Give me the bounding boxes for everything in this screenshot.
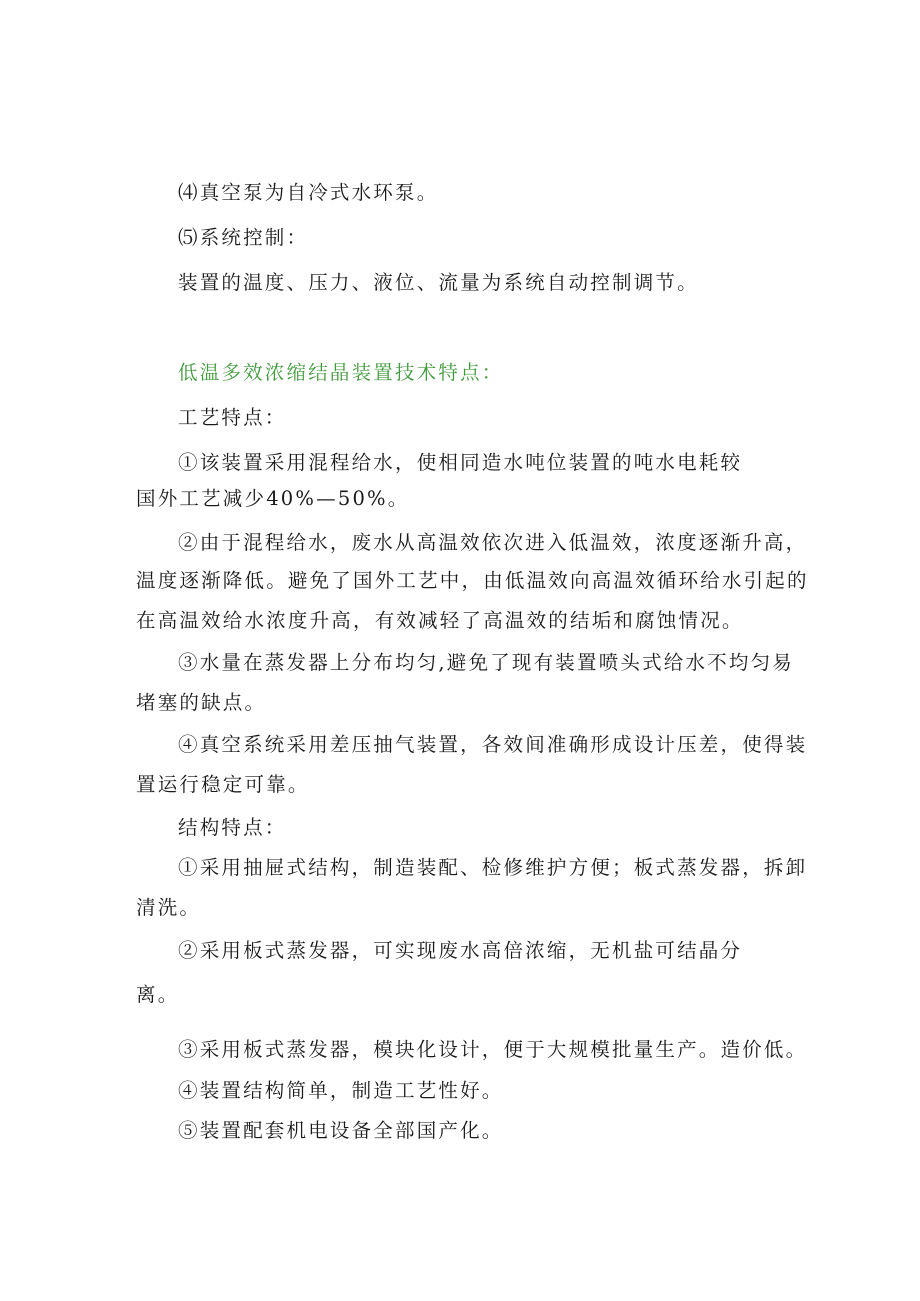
process-item-1-line-1: ①该装置采用混程给水，使相同造水吨位装置的吨水电耗较: [178, 450, 743, 474]
process-features-heading: 工艺特点：: [178, 405, 287, 429]
structure-item-2-line-2: 离。: [136, 982, 180, 1006]
structure-item-2-line-1: ②采用板式蒸发器，可实现废水高倍浓缩，无机盐可结晶分: [178, 938, 743, 962]
system-control-text: 装置的温度、压力、液位、流量为系统自动控制调节。: [178, 270, 699, 294]
structure-features-heading: 结构特点：: [178, 815, 287, 839]
structure-item-3: ③采用板式蒸发器，模块化设计，便于大规模批量生产。造价低。: [178, 1037, 808, 1061]
process-item-3-line-2: 堵塞的缺点。: [136, 690, 267, 714]
structure-item-1-line-2: 清洗。: [136, 895, 202, 919]
process-item-4-line-1: ④真空系统采用差压抽气装置，各效间准确形成设计压差，使得装: [178, 732, 808, 756]
process-item-2-line-1: ②由于混程给水，废水从高温效依次进入低温效，浓度逐渐升高，: [178, 530, 808, 554]
process-item-3-line-1: ③水量在蒸发器上分布均匀,避免了现有装置喷头式给水不均匀易: [178, 650, 794, 674]
structure-item-1-line-1: ①采用抽屉式结构，制造装配、检修维护方便；板式蒸发器，拆卸: [178, 855, 808, 879]
process-item-1-line-2: 国外工艺减少40%—50%。: [136, 486, 410, 510]
process-item-2-line-3: 在高温效给水浓度升高，有效减轻了高温效的结垢和腐蚀情况。: [136, 608, 744, 632]
process-item-4-line-2: 置运行稳定可靠。: [136, 772, 310, 796]
structure-item-5: ⑤装置配套机电设备全部国产化。: [178, 1118, 504, 1142]
vacuum-pump-line: ⑷真空泵为自冷式水环泵。: [178, 180, 439, 204]
structure-item-4: ④装置结构简单，制造工艺性好。: [178, 1078, 504, 1102]
process-item-2-line-2: 温度逐渐降低。避免了国外工艺中，由低温效向高温效循环给水引起的: [136, 568, 809, 592]
system-control-heading: ⑸系统控制：: [178, 225, 309, 249]
section-title: 低温多效浓缩结晶装置技术特点：: [178, 360, 504, 384]
